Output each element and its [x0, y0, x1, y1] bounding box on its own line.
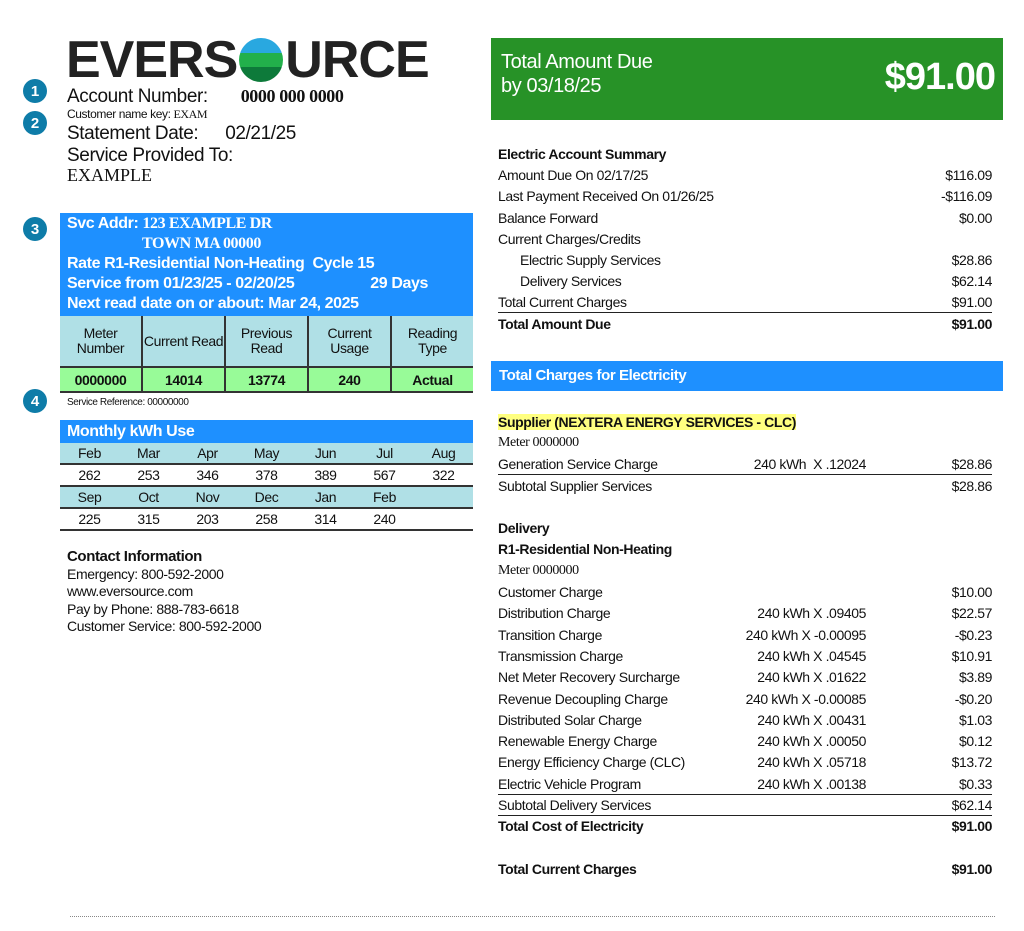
row-amount: -$0.23 — [954, 626, 992, 643]
badge-2: 2 — [23, 111, 47, 135]
delivery-charge-row — [498, 688, 992, 709]
kwh-value: 567 — [373, 467, 396, 483]
row-label: Distributed Solar Charge — [498, 711, 642, 728]
delivery-charge-row — [498, 624, 992, 645]
meter-header: Reading Type — [390, 316, 473, 366]
supplier-subtotal-row — [498, 475, 992, 496]
row-amount: $22.57 — [951, 605, 992, 622]
row-amount: $62.14 — [951, 273, 992, 290]
delivery-subtotal-row — [498, 794, 992, 815]
row-amount: $1.03 — [958, 711, 992, 728]
row-amount: $10.91 — [951, 647, 992, 664]
month-label: May — [253, 445, 280, 461]
contact-emergency: Emergency: 800-592-2000 — [67, 565, 224, 582]
supplier-title: Supplier (NEXTERA ENERGY SERVICES - CLC) — [498, 413, 797, 430]
row-label: Electric Vehicle Program — [498, 775, 641, 792]
service-period: Service from 01/23/25 - 02/20/25 — [67, 275, 295, 292]
meter-table — [60, 316, 473, 393]
month-label: Oct — [138, 489, 159, 505]
total-due-date: by 03/18/25 — [501, 75, 602, 97]
meter-value: 240 — [307, 366, 390, 391]
delivery-charge-row — [498, 752, 992, 773]
row-label: Renewable Energy Charge — [498, 733, 657, 750]
row-label: Electric Supply Services — [520, 252, 661, 269]
month-label: Aug — [431, 445, 456, 461]
total-current-charges-row — [498, 858, 992, 879]
next-read-date: Next read date on or about: Mar 24, 2025 — [67, 295, 359, 312]
kwh-value: 346 — [196, 467, 219, 483]
eversource-logo: EVERS URCE — [66, 31, 429, 89]
name-key-row — [67, 107, 207, 121]
delivery-meter: Meter 0000000 — [498, 562, 579, 578]
row-rate: 240 kWh X -0.00085 — [745, 690, 866, 707]
charges-detail — [498, 411, 992, 880]
delivery-charge-row — [498, 730, 992, 751]
delivery-charge-row — [498, 581, 992, 602]
delivery-charge-row — [498, 645, 992, 666]
row-amount: $0.33 — [958, 775, 992, 792]
row-amount: $28.86 — [951, 455, 992, 472]
kwh-value: 389 — [314, 467, 337, 483]
summary-row — [498, 313, 992, 334]
row-amount: $91.00 — [951, 294, 992, 311]
row-label: Subtotal Delivery Services — [498, 796, 651, 813]
total-due-label: Total Amount Due — [501, 51, 653, 73]
row-label: Current Charges/Credits — [498, 230, 641, 247]
monthly-title: Monthly kWh Use — [60, 420, 473, 443]
statement-date-label: Statement Date: — [67, 123, 199, 144]
charges-title: Total Charges for Electricity — [491, 361, 1003, 391]
row-label: Distribution Charge — [498, 605, 611, 622]
logo-globe-icon — [239, 38, 283, 82]
summary-row — [498, 228, 992, 249]
rate-cycle: Rate R1-Residential Non-Heating Cycle 15 — [67, 255, 375, 272]
contact-pay-phone: Pay by Phone: 888-783-6618 — [67, 600, 239, 617]
service-to: EXAMPLE — [67, 165, 152, 185]
month-label: Feb — [78, 445, 101, 461]
kwh-value-row — [60, 509, 473, 531]
row-amount: $0.00 — [958, 209, 992, 226]
total-cost-row — [498, 816, 992, 837]
month-label: Jan — [314, 489, 337, 505]
badge-3: 3 — [23, 217, 47, 241]
summary-row — [498, 271, 992, 292]
row-label: Customer Charge — [498, 584, 603, 601]
row-label: Generation Service Charge — [498, 455, 658, 472]
row-label: Revenue Decoupling Charge — [498, 690, 668, 707]
month-header-row — [60, 487, 473, 509]
delivery-charge-row — [498, 603, 992, 624]
meter-header: Current Usage — [307, 316, 390, 366]
generation-charge-row — [498, 454, 992, 475]
contact-title: Contact Information — [67, 548, 202, 565]
kwh-value-row — [60, 465, 473, 487]
delivery-charge-row — [498, 709, 992, 730]
service-info-box — [60, 213, 473, 316]
delivery-rate: R1-Residential Non-Heating — [498, 541, 672, 558]
service-reference: Service Reference: 00000000 — [67, 397, 189, 408]
row-label: Amount Due On 02/17/25 — [498, 166, 648, 183]
row-amount: $13.72 — [951, 754, 992, 771]
total-due-box — [491, 38, 1003, 120]
account-number-row — [67, 86, 344, 107]
kwh-value: 322 — [432, 467, 455, 483]
row-amount: $91.00 — [951, 818, 992, 835]
name-key-label: Customer name key: — [67, 107, 171, 121]
row-rate: 240 kWh X .04545 — [757, 647, 866, 664]
meter-header: Meter Number — [60, 316, 141, 366]
row-label: Net Meter Recovery Surcharge — [498, 669, 680, 686]
contact-website[interactable]: www.eversource.com — [67, 583, 193, 599]
supplier-meter: Meter 0000000 — [498, 434, 579, 450]
month-label: Dec — [254, 489, 279, 505]
name-key: EXAM — [173, 107, 208, 121]
month-label: Nov — [195, 489, 220, 505]
row-amount: $28.86 — [951, 252, 992, 269]
month-label: Sep — [77, 489, 102, 505]
meter-value: Actual — [390, 366, 473, 391]
row-rate: 240 kWh X .05718 — [757, 754, 866, 771]
divider — [70, 916, 995, 917]
row-label: Last Payment Received On 01/26/25 — [498, 188, 714, 205]
row-label: Delivery Services — [520, 273, 622, 290]
kwh-value: 315 — [137, 511, 160, 527]
kwh-value: 262 — [78, 467, 101, 483]
month-label: Jun — [314, 445, 337, 461]
meter-value: 14014 — [141, 366, 224, 391]
row-amount: $28.86 — [951, 477, 992, 494]
month-label: Apr — [197, 445, 218, 461]
contact-info — [67, 548, 261, 636]
statement-date: 02/21/25 — [225, 123, 296, 144]
meter-header: Current Read — [141, 316, 224, 366]
row-label: Total Cost of Electricity — [498, 818, 644, 835]
row-amount: $116.09 — [945, 166, 992, 183]
meter-value: 13774 — [224, 366, 307, 391]
kwh-value: 258 — [255, 511, 278, 527]
row-label: Balance Forward — [498, 209, 598, 226]
badge-1: 1 — [23, 79, 47, 103]
svc-addr-label: Svc Addr: — [67, 215, 139, 232]
month-header-row — [60, 443, 473, 465]
delivery-charge-row — [498, 667, 992, 688]
row-label: Subtotal Supplier Services — [498, 477, 652, 494]
account-summary — [498, 143, 992, 335]
service-days: 29 Days — [370, 275, 428, 292]
monthly-kwh-table — [60, 420, 473, 531]
month-label — [414, 487, 473, 507]
kwh-value: 240 — [373, 511, 396, 527]
kwh-value: 225 — [78, 511, 101, 527]
row-rate: 240 kWh X .12024 — [753, 455, 866, 472]
total-due-amount: $91.00 — [884, 56, 995, 98]
contact-customer-service: Customer Service: 800-592-2000 — [67, 618, 262, 634]
row-rate: 240 kWh X .00138 — [757, 775, 866, 792]
row-rate: 240 kWh X .01622 — [757, 669, 866, 686]
row-amount: $0.12 — [958, 733, 992, 750]
delivery-charge-row — [498, 773, 992, 794]
delivery-title: Delivery — [498, 520, 550, 537]
row-amount: $62.14 — [951, 796, 992, 813]
row-rate: 240 kWh X .00050 — [757, 733, 866, 750]
badge-4: 4 — [23, 389, 47, 413]
row-label: Total Current Charges — [498, 860, 637, 877]
kwh-value: 203 — [196, 511, 219, 527]
row-label: Total Current Charges — [498, 294, 627, 311]
row-label: Transmission Charge — [498, 647, 623, 664]
row-amount: -$116.09 — [940, 188, 992, 205]
row-rate: 240 kWh X .00431 — [757, 711, 866, 728]
summary-row — [498, 186, 992, 207]
meter-value: 0000000 — [60, 366, 141, 391]
summary-row — [498, 249, 992, 270]
kwh-value — [414, 509, 473, 529]
row-amount: $3.89 — [958, 669, 992, 686]
month-label: Jul — [376, 445, 393, 461]
kwh-value: 314 — [314, 511, 337, 527]
summary-title: Electric Account Summary — [498, 145, 667, 162]
summary-row — [498, 164, 992, 185]
row-rate: 240 kWh X -0.00095 — [745, 626, 866, 643]
summary-row — [498, 292, 992, 313]
row-label: Total Amount Due — [498, 316, 611, 333]
month-label: Feb — [373, 489, 396, 505]
row-amount: -$0.20 — [954, 690, 992, 707]
summary-row — [498, 207, 992, 228]
statement-date-row — [67, 124, 296, 144]
row-label: Transition Charge — [498, 626, 602, 643]
account-number-label: Account Number: — [67, 86, 208, 107]
svc-addr-line2: TOWN MA 00000 — [142, 235, 261, 252]
month-label: Mar — [137, 445, 160, 461]
meter-header: Previous Read — [224, 316, 307, 366]
row-amount: $91.00 — [951, 316, 992, 333]
row-amount: $91.00 — [951, 860, 992, 877]
svc-addr-line1: 123 EXAMPLE DR — [142, 215, 272, 232]
account-number: 0000 000 0000 — [240, 86, 344, 106]
row-label: Energy Efficiency Charge (CLC) — [498, 754, 685, 771]
row-amount: $10.00 — [951, 584, 992, 601]
kwh-value: 378 — [255, 467, 278, 483]
service-to-label: Service Provided To: — [67, 145, 233, 166]
row-rate: 240 kWh X .09405 — [757, 605, 866, 622]
kwh-value: 253 — [137, 467, 160, 483]
